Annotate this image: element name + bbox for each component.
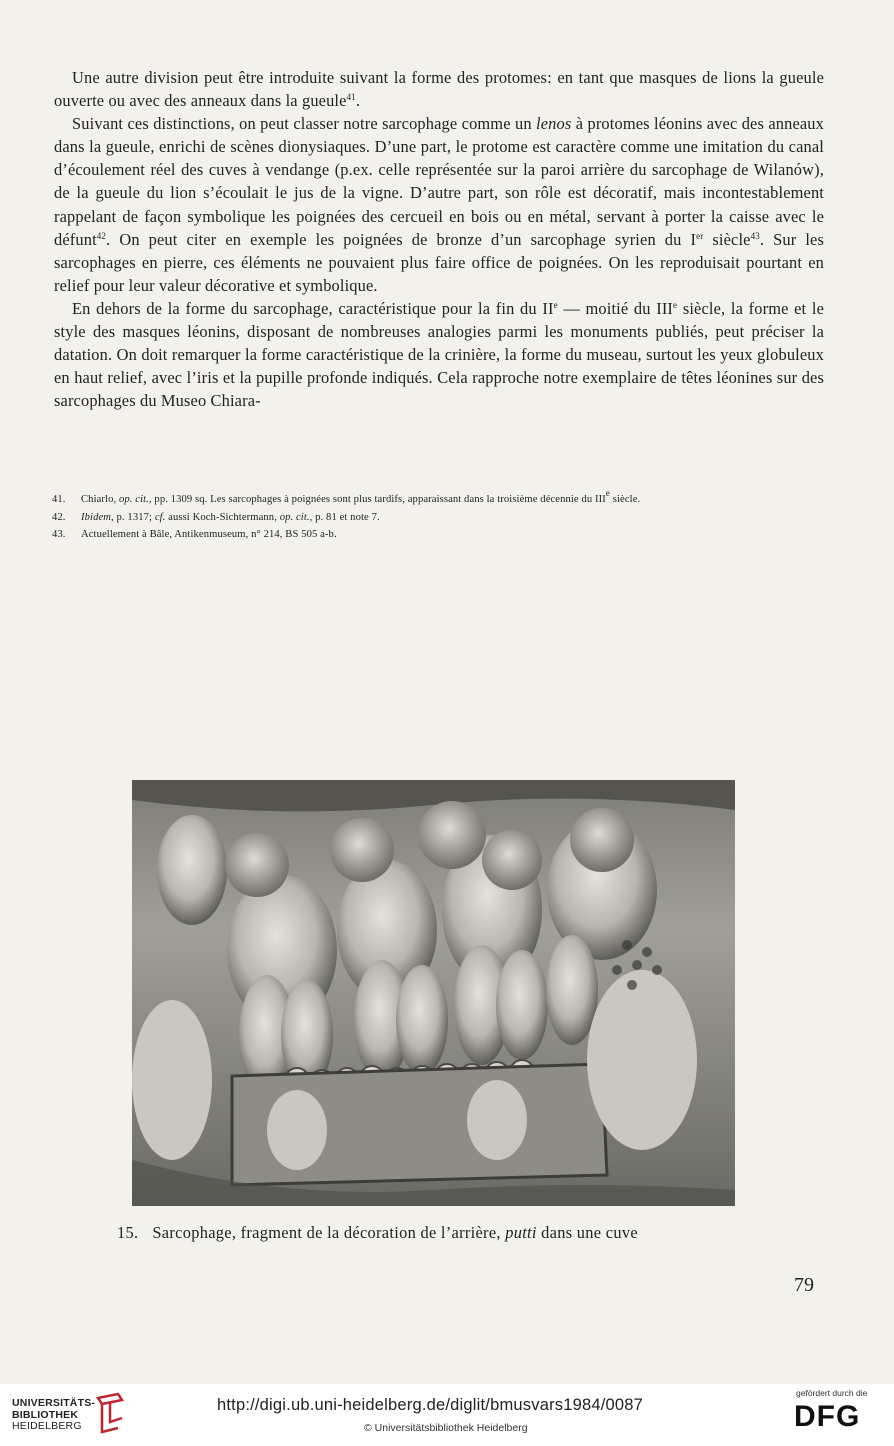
footnotes bbox=[52, 488, 824, 544]
text-run: à protomes léonins avec des anneaux dans la gueule, enrichi de scènes dionysiaques. D’une part, le protome est caractère comme une imitation du canal d’écoulement réel des cuves à vendange (p.ex. celle représentée sur la paroi arrière du sarcophage de Wilanów), de la gueule du lion s’écoulait le jus de la vigne. D’autre part, son rôle est décoratif, mais incontestablement rappelant de façon symbolique les poignées des cercueil en bois ou en métal, servant à porter la caisse avec le défunt bbox=[54, 114, 824, 249]
footnote-text bbox=[81, 509, 824, 527]
funding-label: gefördert durch die bbox=[796, 1388, 868, 1398]
superscript: e bbox=[673, 299, 678, 310]
footnote-42 bbox=[52, 509, 824, 527]
superscript: er bbox=[696, 230, 704, 241]
italic-term: putti bbox=[505, 1223, 537, 1242]
paragraph-2 bbox=[54, 112, 824, 297]
text-run: Une autre division peut être introduite suivant la forme des protomes: en tant que masques de lions la gueule ouverte ou avec des anneaux dans la gueule bbox=[54, 68, 824, 111]
text-run: Sarcophage, fragment de la décoration de l’arrière, bbox=[152, 1223, 506, 1242]
text-run: . Sur les sarcophages en pierre, ces éléments ne pouvaient plus faire office de poignées. On les reproduisait pourtant en relief pour leur valeur décorative et symbolique. bbox=[54, 229, 824, 295]
paragraph-1 bbox=[54, 66, 824, 112]
text-run: Suivant ces distinctions, on peut classer notre sarcophage comme un bbox=[72, 114, 537, 134]
text-run: Chiarlo, bbox=[81, 494, 119, 505]
text-run: siècle bbox=[703, 229, 751, 249]
footnote-number: 43. bbox=[52, 529, 66, 541]
text-run: siècle. bbox=[610, 494, 641, 505]
footnote-number: 42. bbox=[52, 511, 66, 523]
relief-image bbox=[132, 780, 735, 1206]
italic-term: cf. bbox=[154, 511, 166, 523]
figure-caption bbox=[117, 1223, 817, 1243]
text-run: En dehors de la forme du sarcophage, caractéristique pour la fin du II bbox=[72, 298, 554, 318]
text-run: siècle, la forme et le style des masques léonins, disposant de nombreuses analogies parmi les monuments publiés, peut préciser la datation. On doit remarquer la forme caractéristique de la crinière, la forme du museau, surtout les yeux globuleux en haut relief, avec l’iris et la pupille profonde indiqués. Cela rapproche notre exemplaire de têtes léonines sur des sarcophages du Museo Chiara- bbox=[54, 298, 825, 411]
body-text bbox=[54, 66, 824, 412]
sarcophage-relief-photo bbox=[132, 780, 735, 1206]
italic-term: Ibidem bbox=[81, 511, 112, 523]
footnote-ref-41[interactable]: 41 bbox=[346, 92, 356, 103]
footnote-41 bbox=[52, 488, 824, 509]
text-run: aussi Koch-Sichtermann, bbox=[165, 511, 280, 523]
superscript: e bbox=[605, 488, 611, 498]
library-line: UNIVERSITÄTS- bbox=[12, 1397, 96, 1409]
italic-term: op. cit. bbox=[118, 494, 149, 505]
footnote-number: 41. bbox=[52, 494, 66, 505]
footnote-text: Actuellement à Bâle, Antikenmuseum, n° 214, BS 505 a-b. bbox=[81, 529, 337, 541]
text-run: . On peut citer en exemple les poignées de bronze d’un sarcophage syrien du I bbox=[106, 229, 697, 249]
page-number: 79 bbox=[794, 1274, 814, 1296]
digitization-footer bbox=[0, 1384, 894, 1446]
library-name[interactable] bbox=[12, 1398, 95, 1433]
italic-term: lenos bbox=[536, 114, 572, 134]
text-run: , p. 81 et note 7. bbox=[309, 511, 380, 523]
footnote-ref-43[interactable]: 43 bbox=[750, 230, 760, 241]
paragraph-3 bbox=[54, 297, 824, 412]
permalink[interactable]: http://digi.ub.uni-heidelberg.de/diglit/bmusvars1984/0087 bbox=[217, 1396, 644, 1414]
library-line: BIBLIOTHEK bbox=[12, 1408, 79, 1421]
text-run: , pp. 1309 sq. Les sarcophages à poignées sont plus tardifs, apparaissant dans la troisième décennie du III bbox=[148, 494, 606, 505]
ub-heidelberg-logo-icon bbox=[92, 1392, 126, 1436]
text-run: — moitié du III bbox=[557, 298, 674, 318]
copyright: © Universitätsbibliothek Heidelberg bbox=[364, 1422, 528, 1434]
footnote-text bbox=[81, 488, 824, 509]
superscript: e bbox=[553, 299, 558, 310]
text-run: , p. 1317; bbox=[111, 511, 155, 523]
dfg-logo[interactable]: DFG bbox=[794, 1400, 861, 1433]
italic-term: op. cit. bbox=[279, 511, 310, 523]
text-run: dans une cuve bbox=[536, 1223, 638, 1242]
caption-number: 15. bbox=[117, 1223, 139, 1242]
footnote-ref-42[interactable]: 42 bbox=[96, 230, 107, 241]
footnote-43 bbox=[52, 526, 824, 544]
library-line: HEIDELBERG bbox=[12, 1420, 82, 1432]
text-run: . bbox=[355, 91, 361, 111]
